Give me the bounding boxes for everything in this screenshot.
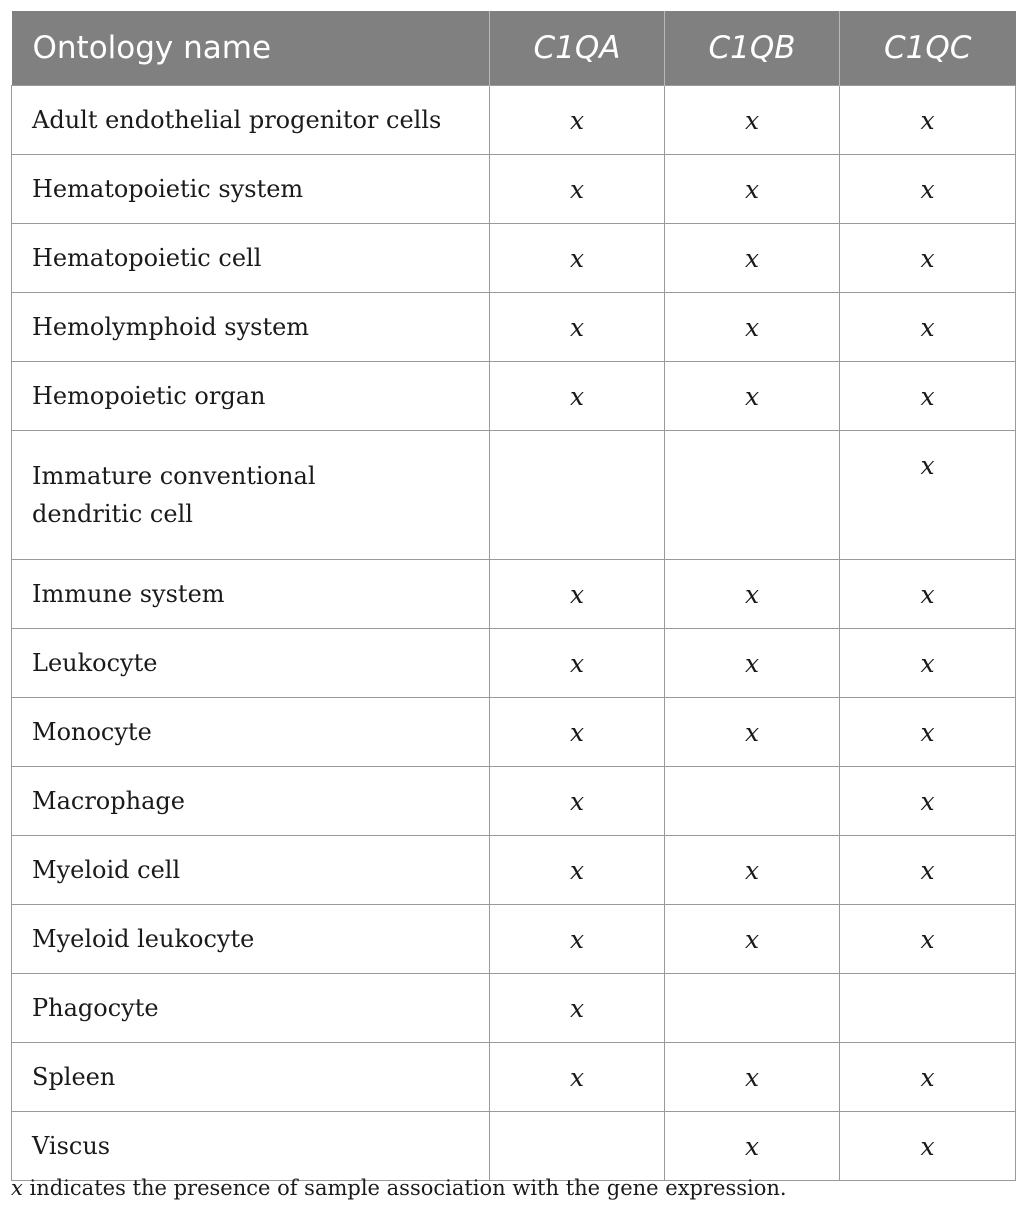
c1qb-cell: x [665, 362, 840, 431]
ontology-name-cell [12, 431, 490, 560]
ontology-name-cell: Myeloid leukocyte [12, 905, 490, 974]
c1qa-cell: x [490, 1043, 665, 1112]
table-row [12, 905, 1016, 974]
table-footnote [11, 1176, 787, 1200]
table-row [12, 362, 1016, 431]
c1qb-cell: x [665, 86, 840, 155]
header-row [12, 11, 1016, 86]
ontology-name-cell: Spleen [12, 1043, 490, 1112]
table-row [12, 1043, 1016, 1112]
c1qa-cell: x [490, 836, 665, 905]
c1qa-cell: x [490, 560, 665, 629]
ontology-name-cell: Hemopoietic organ [12, 362, 490, 431]
c1qc-cell: x [840, 1043, 1016, 1112]
c1qa-cell [490, 431, 665, 560]
c1qc-cell [840, 974, 1016, 1043]
c1qa-cell: x [490, 86, 665, 155]
c1qa-cell [490, 1112, 665, 1181]
table-row [12, 431, 1016, 560]
c1qc-cell: x [840, 905, 1016, 974]
c1qb-cell: x [665, 224, 840, 293]
footnote-text: indicates the presence of sample association with the gene expression. [22, 1176, 787, 1200]
c1qc-cell: x [840, 1112, 1016, 1181]
c1qa-cell: x [490, 293, 665, 362]
c1qb-cell: x [665, 1043, 840, 1112]
c1qb-cell [665, 974, 840, 1043]
footnote-symbol: x [11, 1176, 23, 1200]
header-c1qa: C1QA [490, 11, 665, 86]
ontology-name-cell: Hematopoietic system [12, 155, 490, 224]
table-row [12, 560, 1016, 629]
ontology-name-text: Immature conventional dendritic cell [32, 462, 316, 528]
c1qb-cell: x [665, 629, 840, 698]
c1qc-cell: x [840, 155, 1016, 224]
c1qc-cell: x [840, 698, 1016, 767]
c1qc-cell: x [840, 224, 1016, 293]
ontology-name-cell: Leukocyte [12, 629, 490, 698]
table-row [12, 293, 1016, 362]
c1qa-cell: x [490, 155, 665, 224]
c1qa-cell: x [490, 224, 665, 293]
header-c1qc: C1QC [840, 11, 1016, 86]
table-row [12, 629, 1016, 698]
c1qb-cell: x [665, 698, 840, 767]
c1qc-cell: x [840, 431, 1016, 560]
c1qa-cell: x [490, 629, 665, 698]
c1qb-cell: x [665, 836, 840, 905]
c1qa-cell: x [490, 698, 665, 767]
ontology-name-cell: Phagocyte [12, 974, 490, 1043]
ontology-name-cell: Viscus [12, 1112, 490, 1181]
c1qc-cell: x [840, 836, 1016, 905]
table-row [12, 974, 1016, 1043]
ontology-table-container [11, 11, 1015, 1181]
c1qa-cell: x [490, 974, 665, 1043]
table-row [12, 224, 1016, 293]
table-row [12, 155, 1016, 224]
c1qb-cell: x [665, 905, 840, 974]
table-row [12, 1112, 1016, 1181]
c1qb-cell: x [665, 293, 840, 362]
c1qa-cell: x [490, 767, 665, 836]
table-row [12, 836, 1016, 905]
table-row [12, 698, 1016, 767]
header-ontology-name: Ontology name [12, 11, 490, 86]
ontology-name-cell: Hemolymphoid system [12, 293, 490, 362]
c1qb-cell: x [665, 560, 840, 629]
ontology-table [11, 11, 1016, 1181]
c1qc-cell: x [840, 767, 1016, 836]
ontology-name-cell: Monocyte [12, 698, 490, 767]
c1qc-cell: x [840, 560, 1016, 629]
c1qc-cell: x [840, 629, 1016, 698]
c1qc-cell: x [840, 86, 1016, 155]
ontology-name-cell: Adult endothelial progenitor cells [12, 86, 490, 155]
ontology-name-cell: Myeloid cell [12, 836, 490, 905]
c1qa-cell: x [490, 905, 665, 974]
ontology-name-cell: Macrophage [12, 767, 490, 836]
c1qc-cell: x [840, 362, 1016, 431]
c1qb-cell: x [665, 155, 840, 224]
c1qb-cell: x [665, 1112, 840, 1181]
ontology-name-cell: Hematopoietic cell [12, 224, 490, 293]
table-row [12, 86, 1016, 155]
c1qa-cell: x [490, 362, 665, 431]
c1qb-cell [665, 767, 840, 836]
c1qc-cell: x [840, 293, 1016, 362]
table-row [12, 767, 1016, 836]
c1qb-cell [665, 431, 840, 560]
header-c1qb: C1QB [665, 11, 840, 86]
ontology-name-cell: Immune system [12, 560, 490, 629]
